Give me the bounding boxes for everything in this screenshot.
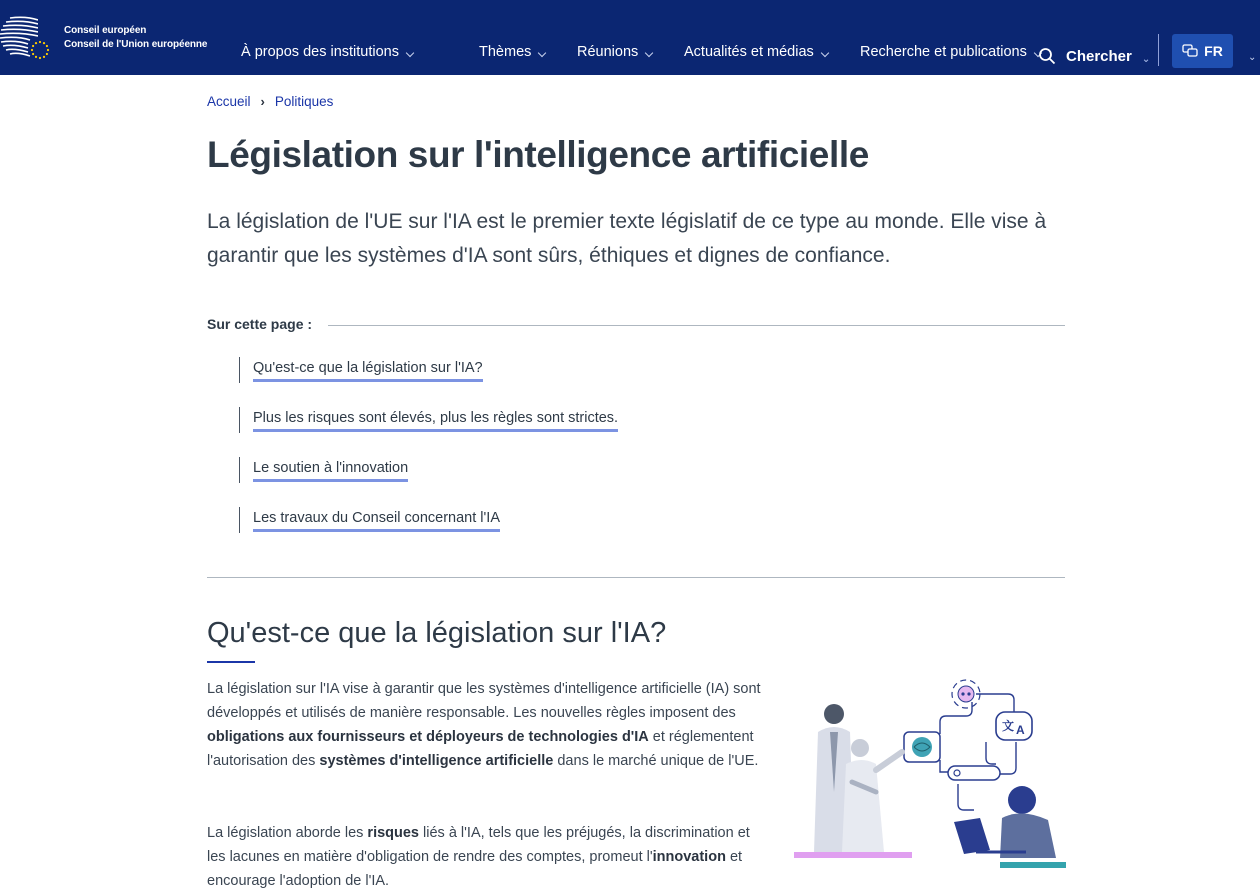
toc-label: Sur cette page : — [207, 316, 313, 332]
search-button[interactable] — [1038, 44, 1150, 68]
site-logo[interactable] — [0, 12, 225, 64]
text-run: liés à l'IA, tels que les préjugés, la discrimination et les lacunes en matière d'obligation de rendre des comptes, promeut l' — [207, 825, 750, 865]
bold-text: innovation — [652, 849, 726, 865]
text-run: La législation sur l'IA vise à garantir que les systèmes d'intelligence artificielle (IA) sont développés et utilisés de manière responsable. Les nouvelles règles imposent des — [207, 681, 761, 721]
translate-icon — [996, 712, 1032, 740]
bold-text: systèmes d'intelligence artificielle — [319, 753, 554, 769]
chevron-down-icon: ⌄ — [1141, 53, 1151, 65]
section-paragraph — [207, 677, 772, 773]
nav-item-research[interactable] — [860, 44, 1041, 60]
section-divider — [207, 577, 1065, 578]
nav-item-institutions[interactable] — [241, 44, 413, 60]
section-title-underline — [207, 661, 255, 663]
chevron-down-icon[interactable]: ⌄ — [1248, 52, 1257, 63]
logo-text — [64, 24, 207, 52]
search-label: Chercher — [1066, 47, 1132, 65]
chevron-down-icon — [538, 49, 546, 57]
search-icon — [1038, 47, 1056, 65]
council-emblem-icon — [0, 12, 56, 64]
nav-item-themes[interactable] — [479, 44, 545, 60]
language-label: FR — [1204, 43, 1223, 59]
site-header — [0, 0, 1260, 75]
nav-label: À propos des institutions — [241, 44, 399, 60]
scientists-figure — [814, 704, 902, 852]
toc-item — [239, 357, 618, 383]
nav-item-news[interactable] — [684, 44, 828, 60]
bold-text: risques — [367, 825, 420, 841]
robot-icon — [952, 680, 980, 708]
text-run: et encourage l'adoption de l'IA. — [207, 849, 743, 889]
breadcrumb — [207, 94, 333, 109]
breadcrumb-policies[interactable]: Politiques — [274, 94, 334, 109]
table-of-contents — [239, 357, 618, 557]
page-lead: La législation de l'UE sur l'IA est le premier texte législatif de ce type au monde. Elle vise à garantir que les systèmes d'IA sont sûrs, éthiques et dignes de confiance. — [207, 210, 1047, 267]
chevron-down-icon — [645, 49, 653, 57]
page-title: Législation sur l'intelligence artificielle — [207, 134, 869, 175]
chevron-down-icon — [821, 49, 829, 57]
nav-label: Thèmes — [479, 44, 532, 60]
search-bar-icon — [948, 766, 1000, 780]
text-run: La législation aborde les — [207, 825, 368, 841]
breadcrumb-home[interactable]: Accueil — [207, 94, 251, 109]
section-paragraph — [207, 821, 772, 893]
logo-line-1: Conseil européen — [64, 25, 147, 36]
svg-text:A: A — [1016, 723, 1025, 737]
toc-item — [239, 407, 618, 433]
chevron-right-icon: › — [260, 94, 265, 109]
laptop-icon — [954, 786, 1056, 858]
chevron-down-icon — [406, 49, 414, 57]
toc-link-risks[interactable]: Plus les risques sont élevés, plus les règles sont strictes. — [253, 409, 618, 432]
ai-illustration — [790, 672, 1070, 872]
svg-text:文: 文 — [1002, 719, 1015, 733]
toc-divider — [328, 325, 1065, 326]
nav-label: Recherche et publications — [860, 44, 1027, 60]
section-title: Qu'est-ce que la législation sur l'IA? — [207, 617, 667, 649]
nav-item-meetings[interactable] — [577, 44, 652, 60]
toc-link-council-work[interactable]: Les travaux du Conseil concernant l'IA — [253, 509, 500, 532]
bold-text: obligations aux fournisseurs et déployeurs de technologies d'IA — [207, 729, 649, 745]
language-icon — [1182, 44, 1198, 58]
logo-line-2: Conseil de l'Union européenne — [64, 39, 208, 50]
nav-label: Actualités et médias — [684, 44, 814, 60]
toc-item — [239, 457, 618, 483]
brain-icon — [904, 732, 940, 762]
toc-link-what-is-ai-act[interactable]: Qu'est-ce que la législation sur l'IA? — [253, 359, 483, 382]
text-run: dans le marché unique de l'UE. — [553, 753, 759, 769]
toc-link-innovation[interactable]: Le soutien à l'innovation — [253, 459, 408, 482]
nav-label: Réunions — [577, 44, 639, 60]
header-divider — [1158, 34, 1159, 66]
toc-item — [239, 507, 618, 533]
text-run: et réglementent l'autorisation des — [207, 729, 754, 769]
language-button[interactable] — [1172, 34, 1233, 68]
